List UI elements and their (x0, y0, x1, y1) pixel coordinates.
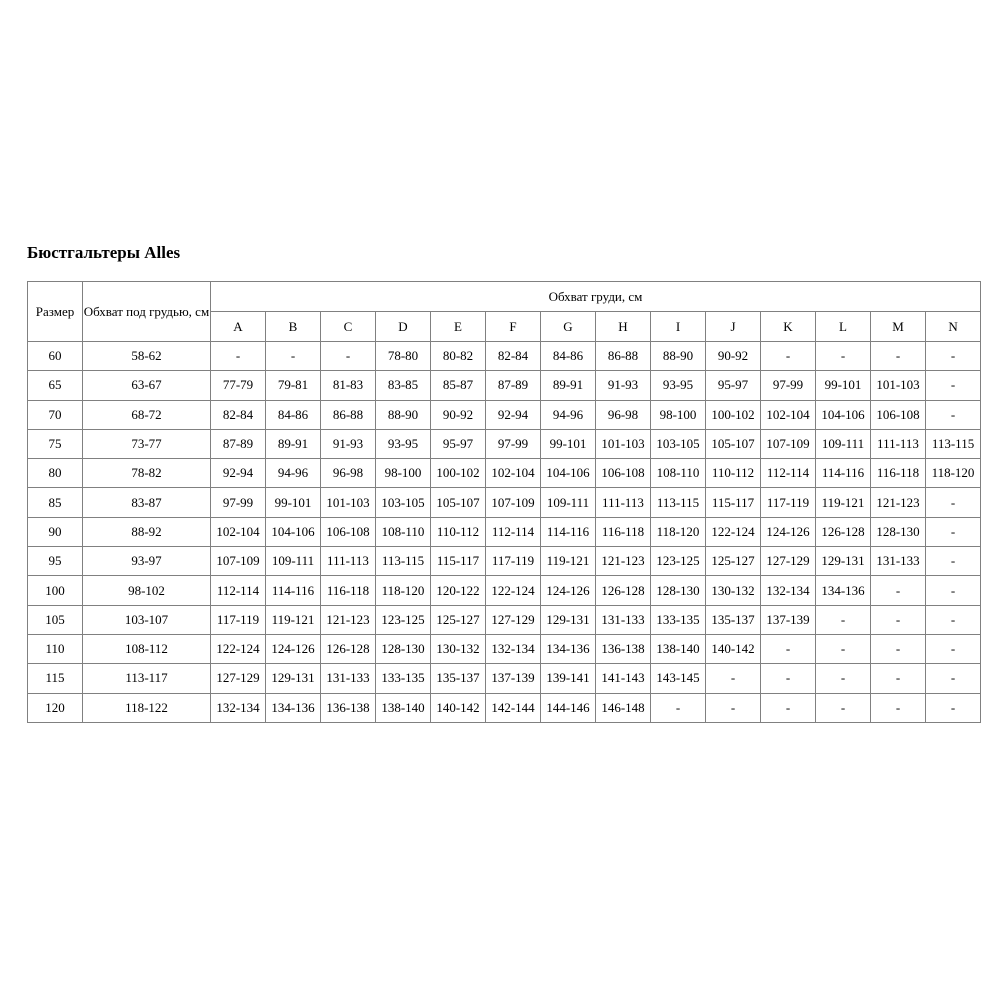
bust-range-cell: 132-134 (761, 576, 816, 605)
bust-range-cell: 146-148 (596, 693, 651, 722)
cup-column-header: J (706, 312, 761, 342)
underbust-cell: 108-112 (83, 634, 211, 663)
bust-range-cell: - (816, 664, 871, 693)
bust-range-cell: 117-119 (761, 488, 816, 517)
bust-range-cell: 131-133 (596, 605, 651, 634)
underbust-cell: 103-107 (83, 605, 211, 634)
bust-range-cell: 88-90 (376, 400, 431, 429)
bust-range-cell: 112-114 (761, 459, 816, 488)
underbust-cell: 73-77 (83, 429, 211, 458)
bust-range-cell: 90-92 (706, 342, 761, 371)
table-row (28, 459, 981, 488)
bust-range-cell: 128-130 (376, 634, 431, 663)
bust-range-cell: 100-102 (706, 400, 761, 429)
bust-range-cell: 135-137 (431, 664, 486, 693)
bust-range-cell: 106-108 (596, 459, 651, 488)
bust-range-cell: 95-97 (706, 371, 761, 400)
bust-range-cell: 116-118 (321, 576, 376, 605)
bust-range-cell: 97-99 (486, 429, 541, 458)
bust-range-cell: 138-140 (376, 693, 431, 722)
bust-range-cell: 87-89 (211, 429, 266, 458)
underbust-cell: 78-82 (83, 459, 211, 488)
bust-range-cell: 89-91 (541, 371, 596, 400)
table-row (28, 371, 981, 400)
bust-range-cell: 111-113 (321, 547, 376, 576)
header-row-group (28, 282, 981, 312)
bust-range-cell: 121-123 (321, 605, 376, 634)
bust-range-cell: 126-128 (596, 576, 651, 605)
size-cell: 85 (28, 488, 83, 517)
bust-range-cell: 120-122 (431, 576, 486, 605)
bust-range-cell: 118-120 (926, 459, 981, 488)
table-body (28, 342, 981, 723)
bust-range-cell: 132-134 (486, 634, 541, 663)
bust-range-cell: 127-129 (211, 664, 266, 693)
bust-range-cell: 126-128 (816, 517, 871, 546)
bust-range-cell: - (321, 342, 376, 371)
bust-range-cell: 81-83 (321, 371, 376, 400)
bust-range-cell: - (926, 605, 981, 634)
underbust-cell: 118-122 (83, 693, 211, 722)
bust-range-cell: 118-120 (376, 576, 431, 605)
bust-range-cell: - (871, 576, 926, 605)
table-header (28, 282, 981, 342)
bust-range-cell: 95-97 (431, 429, 486, 458)
bust-range-cell: 133-135 (376, 664, 431, 693)
bust-range-cell: 115-117 (431, 547, 486, 576)
bust-range-cell: - (926, 664, 981, 693)
bust-range-cell: 101-103 (871, 371, 926, 400)
table-row (28, 517, 981, 546)
bust-range-cell: 84-86 (541, 342, 596, 371)
page-title: Бюстгальтеры Alles (27, 243, 181, 262)
bust-range-cell: 130-132 (706, 576, 761, 605)
bust-range-cell: 111-113 (596, 488, 651, 517)
underbust-cell: 83-87 (83, 488, 211, 517)
bust-range-cell: - (926, 371, 981, 400)
bust-range-cell: - (926, 634, 981, 663)
bust-range-cell: 86-88 (596, 342, 651, 371)
bust-range-cell: 114-116 (541, 517, 596, 546)
size-cell: 100 (28, 576, 83, 605)
bust-range-cell: 109-111 (266, 547, 321, 576)
bust-range-cell: 132-134 (211, 693, 266, 722)
bust-range-cell: 114-116 (266, 576, 321, 605)
bust-range-cell: 136-138 (596, 634, 651, 663)
bust-range-cell: 86-88 (321, 400, 376, 429)
bust-range-cell: 114-116 (816, 459, 871, 488)
bust-range-cell: - (926, 400, 981, 429)
size-chart-table (27, 281, 981, 723)
size-cell: 65 (28, 371, 83, 400)
bust-range-cell: 140-142 (431, 693, 486, 722)
bust-range-cell: 103-105 (651, 429, 706, 458)
bust-range-cell: 126-128 (321, 634, 376, 663)
bust-range-cell: 104-106 (816, 400, 871, 429)
bust-range-cell: 118-120 (651, 517, 706, 546)
size-cell: 115 (28, 664, 83, 693)
bust-range-cell: 88-90 (651, 342, 706, 371)
bust-range-cell: 99-101 (266, 488, 321, 517)
bust-range-cell: 94-96 (541, 400, 596, 429)
bust-range-cell: - (926, 342, 981, 371)
table-row (28, 488, 981, 517)
bust-range-cell: 127-129 (486, 605, 541, 634)
bust-range-cell: - (816, 693, 871, 722)
bust-range-cell: 111-113 (871, 429, 926, 458)
bust-range-cell: - (761, 664, 816, 693)
bust-range-cell: 92-94 (211, 459, 266, 488)
bust-range-cell: 125-127 (706, 547, 761, 576)
bust-range-cell: 131-133 (871, 547, 926, 576)
bust-range-cell: - (761, 634, 816, 663)
bust-range-cell: 98-100 (376, 459, 431, 488)
bust-range-cell: 103-105 (376, 488, 431, 517)
table-row (28, 605, 981, 634)
cup-column-header: D (376, 312, 431, 342)
bust-range-cell: - (816, 342, 871, 371)
bust-group-header: Обхват груди, см (211, 282, 981, 312)
cup-column-header: E (431, 312, 486, 342)
bust-range-cell: 96-98 (321, 459, 376, 488)
bust-range-cell: 117-119 (211, 605, 266, 634)
bust-range-cell: 121-123 (871, 488, 926, 517)
cup-column-header: H (596, 312, 651, 342)
bust-range-cell: 94-96 (266, 459, 321, 488)
bust-range-cell: 128-130 (651, 576, 706, 605)
bust-range-cell: 123-125 (376, 605, 431, 634)
cup-column-header: L (816, 312, 871, 342)
table-row (28, 664, 981, 693)
bust-range-cell: 89-91 (266, 429, 321, 458)
bust-range-cell: - (816, 605, 871, 634)
bust-range-cell: 137-139 (761, 605, 816, 634)
size-cell: 95 (28, 547, 83, 576)
bust-range-cell: 124-126 (541, 576, 596, 605)
bust-range-cell: 96-98 (596, 400, 651, 429)
bust-range-cell: - (926, 547, 981, 576)
underbust-cell: 93-97 (83, 547, 211, 576)
cup-column-header: G (541, 312, 596, 342)
bust-range-cell: 115-117 (706, 488, 761, 517)
bust-range-cell: 105-107 (706, 429, 761, 458)
bust-range-cell: - (926, 576, 981, 605)
cup-column-header: F (486, 312, 541, 342)
bust-range-cell: 124-126 (266, 634, 321, 663)
bust-range-cell: 143-145 (651, 664, 706, 693)
bust-range-cell: 99-101 (816, 371, 871, 400)
size-cell: 120 (28, 693, 83, 722)
bust-range-cell: 91-93 (321, 429, 376, 458)
bust-range-cell: 106-108 (871, 400, 926, 429)
bust-range-cell: 104-106 (266, 517, 321, 546)
bust-range-cell: 133-135 (651, 605, 706, 634)
bust-range-cell: 106-108 (321, 517, 376, 546)
bust-range-cell: - (926, 517, 981, 546)
bust-range-cell: 113-115 (651, 488, 706, 517)
bust-range-cell: 134-136 (541, 634, 596, 663)
size-cell: 80 (28, 459, 83, 488)
bust-range-cell: 112-114 (211, 576, 266, 605)
bust-range-cell: 116-118 (596, 517, 651, 546)
cup-column-header: A (211, 312, 266, 342)
bust-range-cell: - (761, 693, 816, 722)
underbust-cell: 113-117 (83, 664, 211, 693)
bust-range-cell: 138-140 (651, 634, 706, 663)
bust-range-cell: 108-110 (376, 517, 431, 546)
bust-range-cell: 79-81 (266, 371, 321, 400)
cup-column-header: M (871, 312, 926, 342)
size-cell: 75 (28, 429, 83, 458)
bust-range-cell: 113-115 (926, 429, 981, 458)
bust-range-cell: 99-101 (541, 429, 596, 458)
bust-range-cell: 102-104 (761, 400, 816, 429)
bust-range-cell: 102-104 (211, 517, 266, 546)
bust-range-cell: 93-95 (376, 429, 431, 458)
bust-range-cell: 83-85 (376, 371, 431, 400)
bust-range-cell: 101-103 (596, 429, 651, 458)
bust-range-cell: - (926, 488, 981, 517)
underbust-column-header: Обхват под грудью, см (83, 282, 211, 342)
underbust-cell: 98-102 (83, 576, 211, 605)
bust-range-cell: 98-100 (651, 400, 706, 429)
bust-range-cell: 108-110 (651, 459, 706, 488)
bust-range-cell: 122-124 (211, 634, 266, 663)
bust-range-cell: 92-94 (486, 400, 541, 429)
bust-range-cell: 134-136 (816, 576, 871, 605)
cup-column-header: N (926, 312, 981, 342)
bust-range-cell: 124-126 (761, 517, 816, 546)
bust-range-cell: - (706, 693, 761, 722)
bust-range-cell: 109-111 (541, 488, 596, 517)
bust-range-cell: 129-131 (816, 547, 871, 576)
bust-range-cell: - (211, 342, 266, 371)
cup-column-header: B (266, 312, 321, 342)
bust-range-cell: - (926, 693, 981, 722)
bust-range-cell: 90-92 (431, 400, 486, 429)
table-row (28, 693, 981, 722)
bust-range-cell: 107-109 (486, 488, 541, 517)
bust-range-cell: 117-119 (486, 547, 541, 576)
bust-range-cell: 128-130 (871, 517, 926, 546)
bust-range-cell: - (266, 342, 321, 371)
bust-range-cell: 104-106 (541, 459, 596, 488)
bust-range-cell: - (871, 664, 926, 693)
bust-range-cell: 107-109 (211, 547, 266, 576)
bust-range-cell: - (871, 634, 926, 663)
bust-range-cell: - (871, 605, 926, 634)
bust-range-cell: 131-133 (321, 664, 376, 693)
size-column-header: Размер (28, 282, 83, 342)
bust-range-cell: 100-102 (431, 459, 486, 488)
size-cell: 110 (28, 634, 83, 663)
bust-range-cell: 121-123 (596, 547, 651, 576)
bust-range-cell: 139-141 (541, 664, 596, 693)
bust-range-cell: 85-87 (431, 371, 486, 400)
bust-range-cell: 113-115 (376, 547, 431, 576)
table-row (28, 547, 981, 576)
table-row (28, 634, 981, 663)
bust-range-cell: 112-114 (486, 517, 541, 546)
bust-range-cell: 97-99 (761, 371, 816, 400)
underbust-cell: 58-62 (83, 342, 211, 371)
table-row (28, 576, 981, 605)
bust-range-cell: 91-93 (596, 371, 651, 400)
bust-range-cell: 144-146 (541, 693, 596, 722)
bust-range-cell: 105-107 (431, 488, 486, 517)
table-row (28, 342, 981, 371)
bust-range-cell: 80-82 (431, 342, 486, 371)
bust-range-cell: 137-139 (486, 664, 541, 693)
bust-range-cell: 77-79 (211, 371, 266, 400)
bust-range-cell: 78-80 (376, 342, 431, 371)
bust-range-cell: 122-124 (486, 576, 541, 605)
cup-column-header: C (321, 312, 376, 342)
bust-range-cell: 93-95 (651, 371, 706, 400)
bust-range-cell: 129-131 (266, 664, 321, 693)
bust-range-cell: 116-118 (871, 459, 926, 488)
bust-range-cell: 142-144 (486, 693, 541, 722)
underbust-cell: 68-72 (83, 400, 211, 429)
bust-range-cell: 140-142 (706, 634, 761, 663)
bust-range-cell: 82-84 (211, 400, 266, 429)
bust-range-cell: 134-136 (266, 693, 321, 722)
bust-range-cell: 97-99 (211, 488, 266, 517)
bust-range-cell: 110-112 (706, 459, 761, 488)
bust-range-cell: 119-121 (541, 547, 596, 576)
bust-range-cell: - (706, 664, 761, 693)
bust-range-cell: - (761, 342, 816, 371)
bust-range-cell: 87-89 (486, 371, 541, 400)
bust-range-cell: - (871, 693, 926, 722)
underbust-cell: 63-67 (83, 371, 211, 400)
size-cell: 105 (28, 605, 83, 634)
table-row (28, 429, 981, 458)
bust-range-cell: 141-143 (596, 664, 651, 693)
size-cell: 60 (28, 342, 83, 371)
underbust-cell: 88-92 (83, 517, 211, 546)
bust-range-cell: 130-132 (431, 634, 486, 663)
size-cell: 90 (28, 517, 83, 546)
bust-range-cell: 110-112 (431, 517, 486, 546)
bust-range-cell: - (651, 693, 706, 722)
bust-range-cell: 101-103 (321, 488, 376, 517)
bust-range-cell: 129-131 (541, 605, 596, 634)
cup-column-header: I (651, 312, 706, 342)
size-cell: 70 (28, 400, 83, 429)
table-row (28, 400, 981, 429)
cup-column-header: K (761, 312, 816, 342)
bust-range-cell: 107-109 (761, 429, 816, 458)
bust-range-cell: 109-111 (816, 429, 871, 458)
bust-range-cell: 136-138 (321, 693, 376, 722)
bust-range-cell: 127-129 (761, 547, 816, 576)
bust-range-cell: 82-84 (486, 342, 541, 371)
bust-range-cell: - (816, 634, 871, 663)
bust-range-cell: 84-86 (266, 400, 321, 429)
bust-range-cell: 122-124 (706, 517, 761, 546)
bust-range-cell: - (871, 342, 926, 371)
bust-range-cell: 123-125 (651, 547, 706, 576)
bust-range-cell: 125-127 (431, 605, 486, 634)
bust-range-cell: 135-137 (706, 605, 761, 634)
bust-range-cell: 119-121 (816, 488, 871, 517)
bust-range-cell: 119-121 (266, 605, 321, 634)
bust-range-cell: 102-104 (486, 459, 541, 488)
